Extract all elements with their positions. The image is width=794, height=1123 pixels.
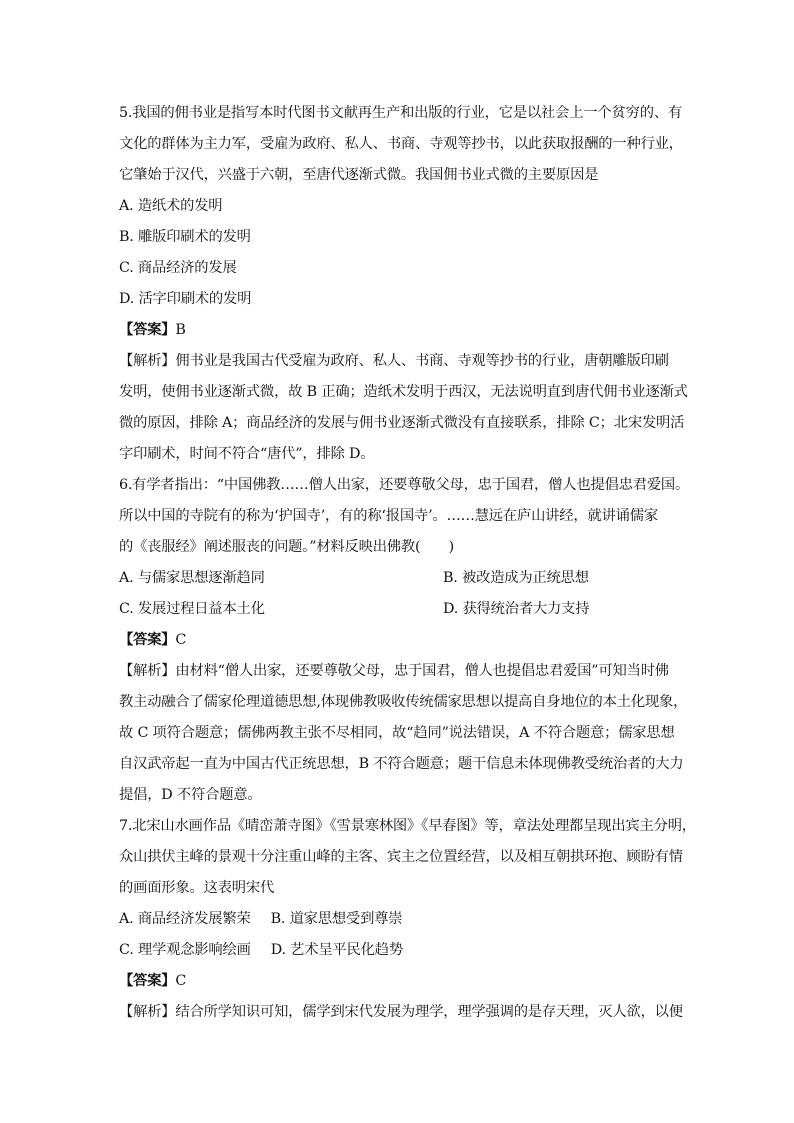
q6-options-row-1 — [119, 563, 679, 594]
question-7 — [119, 811, 696, 1028]
q6-analysis-line-4: 自汉武帝起一直为中国古代正统思想，B 不符合题意；题干信息未体现佛教受统治者的大力 — [119, 756, 684, 772]
q6-analysis-line-2: 教主动融合了儒家伦理道德思想,体现佛教吸收传统儒家思想以提高自身地位的本土化现象， — [119, 694, 688, 710]
q6-option-b: B. 被改造成为正统思想 — [443, 570, 589, 586]
q5-analysis-line-4: 字印刷术，时间不符合“唐代”，排除 D。 — [119, 446, 375, 462]
q7-option-c: C. 理学观念影响绘画 — [119, 942, 251, 958]
q5-answer-label: 【答案】 — [119, 322, 176, 338]
q5-option-a: A. 造纸术的发明 — [119, 198, 223, 214]
q7-options-row-1 — [119, 904, 679, 935]
q6-analysis-line-3: 故 C 项符合题意；儒佛两教主张不尽相同，故“趋同”说法错误，A 不符合题意；儒家思想 — [119, 725, 675, 741]
q7-answer-value: C — [175, 973, 187, 989]
q6-option-c: C. 发展过程日益本土化 — [119, 601, 265, 617]
q7-stem-line-2: 众山拱伏主峰的景观十分注重山峰的主客、宾主之位置经营，以及相互朝拱环抱、顾盼有情 — [119, 849, 683, 865]
q5-analysis-line-3: 微的原因，排除 A；商品经济的发展与佣书业逐渐式微没有直接联系，排除 C；北宋发明活 — [119, 415, 685, 431]
q6-stem-line-3: 的《丧服经》阐述服丧的问题。”材料反映出佛教( ) — [119, 539, 454, 555]
q7-option-d: D. 艺术呈平民化趋势 — [270, 942, 403, 958]
q7-stem-line-3: 的画面形象。这表明宋代 — [119, 880, 275, 896]
q5-answer — [119, 315, 679, 346]
q7-option-a: A. 商品经济发展繁荣 — [119, 911, 251, 927]
q6-option-a: A. 与儒家思想逐渐趋同 — [119, 570, 265, 586]
q5-option-b: B. 雕版印刷术的发明 — [119, 229, 251, 245]
question-6 — [119, 470, 690, 811]
q7-answer-label: 【答案】 — [119, 973, 176, 989]
q6-option-d: D. 获得统治者大力支持 — [443, 601, 590, 617]
q7-stem-line-1: 7.北宋山水画作品《晴峦萧寺图》《雪景寒林图》《早春图》等，章法处理都呈现出宾主分明， — [119, 818, 696, 834]
q5-stem-line-3: 它肇始于汉代，兴盛于六朝，至唐代逐渐式微。我国佣书业式微的主要原因是 — [119, 167, 599, 183]
q5-answer-value: B — [175, 322, 186, 338]
q6-answer — [119, 625, 679, 656]
q7-answer — [119, 966, 679, 997]
q5-option-c: C. 商品经济的发展 — [119, 260, 237, 276]
q6-options-row-2 — [119, 594, 679, 625]
q5-analysis-line-2: 发明，使佣书业逐渐式微，故 B 正确；造纸术发明于西汉，无法说明直到唐代佣书业逐渐式 — [119, 384, 688, 400]
question-content — [119, 98, 696, 1028]
q7-analysis-line-1: 【解析】结合所学知识可知，儒学到宋代发展为理学，理学强调的是存天理，灭人欲，以便 — [119, 1004, 683, 1020]
q5-stem-line-1: 5.我国的佣书业是指写本时代图书文献再生产和出版的行业，它是以社会上一个贫穷的、有 — [119, 105, 683, 121]
q7-option-b: B. 道家思想受到尊崇 — [270, 911, 403, 927]
q6-stem-line-2: 所以中国的寺院有的称为‘护国寺’，有的称‘报国寺’。……慧远在庐山讲经，就讲诵儒家 — [119, 508, 658, 524]
q6-answer-label: 【答案】 — [119, 632, 176, 648]
q5-stem-line-2: 文化的群体为主力军，受雇为政府、私人、书商、寺观等抄书，以此获取报酬的一种行业， — [119, 136, 683, 152]
q6-analysis-line-1: 【解析】由材料“僧人出家，还要尊敬父母，忠于国君，僧人也提倡忠君爱国”可知当时佛 — [119, 663, 669, 679]
q7-options-row-2 — [119, 935, 679, 966]
q5-analysis-line-1: 【解析】佣书业是我国古代受雇为政府、私人、书商、寺观等抄书的行业，唐朝雕版印刷 — [119, 353, 669, 369]
question-5 — [119, 98, 688, 470]
q5-option-d: D. 活字印刷术的发明 — [119, 291, 252, 307]
q6-answer-value: C — [175, 632, 187, 648]
q6-stem-line-1: 6.有学者指出：“中国佛教……僧人出家，还要尊敬父母，忠于国君，僧人也提倡忠君爱国。 — [119, 477, 690, 493]
q6-analysis-line-5: 提倡，D 不符合题意。 — [119, 787, 262, 803]
